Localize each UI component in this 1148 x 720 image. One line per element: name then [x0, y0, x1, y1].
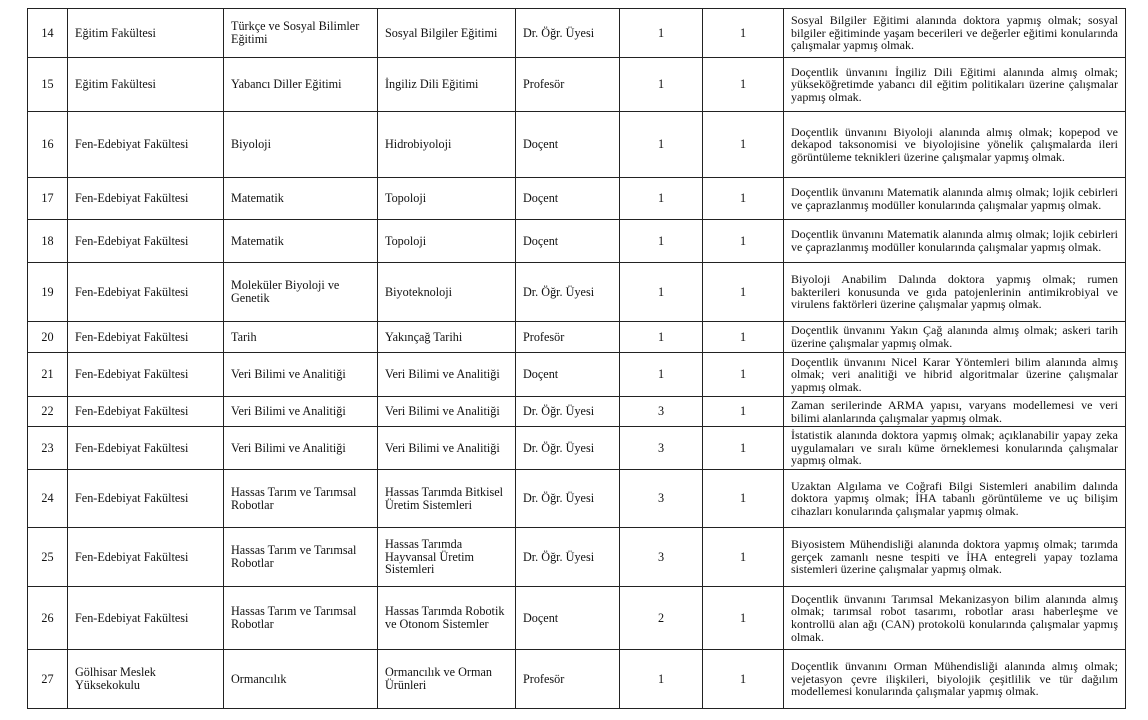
requirement-text: Doçentlik ünvanını Tarımsal Mekanizasyon bilim alanında almış olmak; tarımsal robot tasarımı, robotlar arası haberleşme ve kontrollü alan ağı (CAN) protokolü konularında çalışmalar yapmış olmak. — [791, 591, 1118, 644]
faculty-cell: Fen-Edebiyat Fakültesi — [68, 587, 224, 650]
department-cell: Hassas Tarım ve Tarımsal Robotlar — [224, 528, 378, 587]
requirement-text: İstatistik alanında doktora yapmış olmak; açıklanabilir yapay zeka uygulamaları ve sıralı küme örneklemesi konularında çalışmalar yapmış olmak. — [791, 428, 1118, 468]
faculty-cell: Gölhisar Meslek Yüksekokulu — [68, 650, 224, 709]
faculty-cell: Eğitim Fakültesi — [68, 58, 224, 112]
field-cell: Hidrobiyoloji — [378, 112, 516, 178]
requirement-cell — [784, 427, 1126, 470]
requirement-cell — [784, 58, 1126, 112]
requirement-cell — [784, 397, 1126, 427]
academic-title-cell: Dr. Öğr. Üyesi — [516, 427, 620, 470]
position-count-cell: 1 — [703, 263, 784, 322]
row-number: 22 — [28, 397, 68, 427]
faculty-cell: Fen-Edebiyat Fakültesi — [68, 528, 224, 587]
position-count-cell: 1 — [620, 263, 703, 322]
academic-title-cell: Profesör — [516, 58, 620, 112]
academic-title-cell: Dr. Öğr. Üyesi — [516, 470, 620, 528]
requirement-cell — [784, 528, 1126, 587]
requirement-cell — [784, 220, 1126, 263]
table-row — [28, 470, 1126, 528]
department-cell: Hassas Tarım ve Tarımsal Robotlar — [224, 470, 378, 528]
department-cell: Veri Bilimi ve Analitiği — [224, 353, 378, 397]
requirement-text: Doçentlik ünvanını Orman Mühendisliği alanında almış olmak; vejetasyon çevre ilişkileri, biyolojik çeşitlilik ve tür dağılım modellemesi konularında çalışmalar yapmış olmak. — [791, 659, 1118, 699]
row-number: 17 — [28, 178, 68, 220]
field-cell: Topoloji — [378, 220, 516, 263]
table-row — [28, 58, 1126, 112]
department-cell: Biyoloji — [224, 112, 378, 178]
faculty-cell: Fen-Edebiyat Fakültesi — [68, 353, 224, 397]
academic-title-cell: Doçent — [516, 353, 620, 397]
table-row — [28, 112, 1126, 178]
row-number: 16 — [28, 112, 68, 178]
position-count-cell: 1 — [620, 112, 703, 178]
requirement-text: Doçentlik ünvanını İngiliz Dili Eğitimi alanında almış olmak; yükseköğretimde yabancı dil eğitim politikaları üzerine çalışmalar yapmış olmak. — [791, 64, 1118, 104]
position-count-cell: 1 — [703, 427, 784, 470]
field-cell: Sosyal Bilgiler Eğitimi — [378, 9, 516, 58]
academic-title-cell: Dr. Öğr. Üyesi — [516, 9, 620, 58]
faculty-cell: Fen-Edebiyat Fakültesi — [68, 470, 224, 528]
position-count-cell: 1 — [703, 322, 784, 353]
row-number: 24 — [28, 470, 68, 528]
department-cell: Moleküler Biyoloji ve Genetik — [224, 263, 378, 322]
position-count-cell: 3 — [620, 427, 703, 470]
row-number: 20 — [28, 322, 68, 353]
row-number: 21 — [28, 353, 68, 397]
faculty-cell: Fen-Edebiyat Fakültesi — [68, 263, 224, 322]
field-cell: Topoloji — [378, 178, 516, 220]
requirement-cell — [784, 178, 1126, 220]
department-cell: Veri Bilimi ve Analitiği — [224, 427, 378, 470]
row-number: 15 — [28, 58, 68, 112]
table-row — [28, 9, 1126, 58]
requirement-text: Doçentlik ünvanını Biyoloji alanında almış olmak; kopepod ve dekapod taksonomisi ve biyolojisine yönelik çalışmalarda ileri görüntüleme teknikleri üzerine çalışmalar yapmış olmak. — [791, 124, 1118, 164]
field-cell: Hassas Tarımda Bitkisel Üretim Sistemleri — [378, 470, 516, 528]
faculty-cell: Eğitim Fakültesi — [68, 9, 224, 58]
field-cell: İngiliz Dili Eğitimi — [378, 58, 516, 112]
position-count-cell: 1 — [703, 220, 784, 263]
position-count-cell: 1 — [620, 178, 703, 220]
academic-title-cell: Doçent — [516, 112, 620, 178]
academic-title-cell: Profesör — [516, 322, 620, 353]
position-count-cell: 2 — [620, 587, 703, 650]
department-cell: Türkçe ve Sosyal Bilimler Eğitimi — [224, 9, 378, 58]
field-cell: Hassas Tarımda Hayvansal Üretim Sistemleri — [378, 528, 516, 587]
requirement-text: Sosyal Bilgiler Eğitimi alanında doktora yapmış olmak; sosyal bilgiler eğitiminde yaşam becerileri ve değerler eğitimi konularında çalışmalar yapmış olmak. — [791, 13, 1118, 53]
position-count-cell: 1 — [620, 9, 703, 58]
position-count-cell: 1 — [703, 470, 784, 528]
position-count-cell: 1 — [703, 650, 784, 709]
department-cell: Veri Bilimi ve Analitiği — [224, 397, 378, 427]
requirement-text: Biyosistem Mühendisliği alanında doktora yapmış olmak; tarımda gerçek zamanlı nesne tespiti ve İHA entegreli yapay tozlama sistemleri üzerine çalışmalar yapmış olmak. — [791, 537, 1118, 577]
position-count-cell: 1 — [703, 528, 784, 587]
academic-title-cell: Dr. Öğr. Üyesi — [516, 397, 620, 427]
department-cell: Matematik — [224, 178, 378, 220]
table-row — [28, 220, 1126, 263]
requirement-cell — [784, 650, 1126, 709]
requirement-text: Doçentlik ünvanını Matematik alanında almış olmak; lojik cebirleri ve çaprazlanmış modüller konularında çalışmalar yapmış olmak. — [791, 184, 1118, 212]
requirement-cell — [784, 322, 1126, 353]
requirement-text: Doçentlik ünvanını Nicel Karar Yöntemleri bilim alanında almış olmak; veri analitiği ve hibrid algoritmalar üzerine çalışmalar yapmış olmak. — [791, 354, 1118, 394]
requirement-cell — [784, 112, 1126, 178]
faculty-cell: Fen-Edebiyat Fakültesi — [68, 178, 224, 220]
position-count-cell: 1 — [703, 58, 784, 112]
row-number: 25 — [28, 528, 68, 587]
requirement-cell — [784, 587, 1126, 650]
row-number: 26 — [28, 587, 68, 650]
field-cell: Ormancılık ve Orman Ürünleri — [378, 650, 516, 709]
requirement-cell — [784, 9, 1126, 58]
faculty-cell: Fen-Edebiyat Fakültesi — [68, 322, 224, 353]
table-row — [28, 178, 1126, 220]
position-count-cell: 1 — [703, 178, 784, 220]
department-cell: Matematik — [224, 220, 378, 263]
position-count-cell: 1 — [703, 587, 784, 650]
row-number: 23 — [28, 427, 68, 470]
academic-title-cell: Doçent — [516, 220, 620, 263]
requirement-text: Biyoloji Anabilim Dalında doktora yapmış olmak; rumen bakterileri konusunda ve gıda patojenlerinin antimikrobiyal ve virulens faktörleri üzerine çalışmalar yapmış olmak. — [791, 272, 1118, 312]
faculty-cell: Fen-Edebiyat Fakültesi — [68, 427, 224, 470]
position-count-cell: 3 — [620, 397, 703, 427]
requirement-text: Zaman serilerinde ARMA yapısı, varyans modellemesi ve veri bilimi alanlarında çalışmalar yapmış olmak. — [791, 397, 1118, 425]
requirement-text: Uzaktan Algılama ve Coğrafi Bilgi Sistemleri anabilim dalında doktora yapmış olmak; İHA tabanlı görüntüleme ve uç bilişim cihazları konularında çalışmalar yapmış olmak. — [791, 478, 1118, 518]
faculty-cell: Fen-Edebiyat Fakültesi — [68, 397, 224, 427]
department-cell: Ormancılık — [224, 650, 378, 709]
academic-title-cell: Doçent — [516, 178, 620, 220]
department-cell: Yabancı Diller Eğitimi — [224, 58, 378, 112]
department-cell: Hassas Tarım ve Tarımsal Robotlar — [224, 587, 378, 650]
academic-title-cell: Dr. Öğr. Üyesi — [516, 263, 620, 322]
position-count-cell: 1 — [620, 650, 703, 709]
row-number: 27 — [28, 650, 68, 709]
requirement-text: Doçentlik ünvanını Yakın Çağ alanında almış olmak; askeri tarih üzerine çalışmalar yapmış olmak. — [791, 323, 1118, 350]
table-row — [28, 528, 1126, 587]
position-count-cell: 1 — [620, 58, 703, 112]
faculty-cell: Fen-Edebiyat Fakültesi — [68, 112, 224, 178]
department-cell: Tarih — [224, 322, 378, 353]
field-cell: Biyoteknoloji — [378, 263, 516, 322]
position-count-cell: 1 — [703, 397, 784, 427]
table-body — [28, 9, 1126, 709]
faculty-cell: Fen-Edebiyat Fakültesi — [68, 220, 224, 263]
position-count-cell: 1 — [620, 322, 703, 353]
requirement-cell — [784, 263, 1126, 322]
table-row — [28, 322, 1126, 353]
row-number: 18 — [28, 220, 68, 263]
row-number: 14 — [28, 9, 68, 58]
field-cell: Veri Bilimi ve Analitiği — [378, 427, 516, 470]
position-count-cell: 1 — [703, 112, 784, 178]
requirement-cell — [784, 470, 1126, 528]
table-row — [28, 427, 1126, 470]
position-count-cell: 1 — [620, 353, 703, 397]
field-cell: Yakınçağ Tarihi — [378, 322, 516, 353]
table-row — [28, 397, 1126, 427]
requirement-cell — [784, 353, 1126, 397]
table-row — [28, 587, 1126, 650]
table-row — [28, 263, 1126, 322]
academic-title-cell: Dr. Öğr. Üyesi — [516, 528, 620, 587]
table-row — [28, 353, 1126, 397]
position-count-cell: 3 — [620, 470, 703, 528]
row-number: 19 — [28, 263, 68, 322]
field-cell: Veri Bilimi ve Analitiği — [378, 353, 516, 397]
faculty-positions-table — [27, 8, 1126, 709]
position-count-cell: 1 — [620, 220, 703, 263]
table-row — [28, 650, 1126, 709]
academic-title-cell: Profesör — [516, 650, 620, 709]
field-cell: Veri Bilimi ve Analitiği — [378, 397, 516, 427]
position-count-cell: 3 — [620, 528, 703, 587]
academic-title-cell: Doçent — [516, 587, 620, 650]
requirement-text: Doçentlik ünvanını Matematik alanında almış olmak; lojik cebirleri ve çaprazlanmış modüller konularında çalışmalar yapmış olmak. — [791, 227, 1118, 254]
position-count-cell: 1 — [703, 353, 784, 397]
position-count-cell: 1 — [703, 9, 784, 58]
field-cell: Hassas Tarımda Robotik ve Otonom Sistemler — [378, 587, 516, 650]
